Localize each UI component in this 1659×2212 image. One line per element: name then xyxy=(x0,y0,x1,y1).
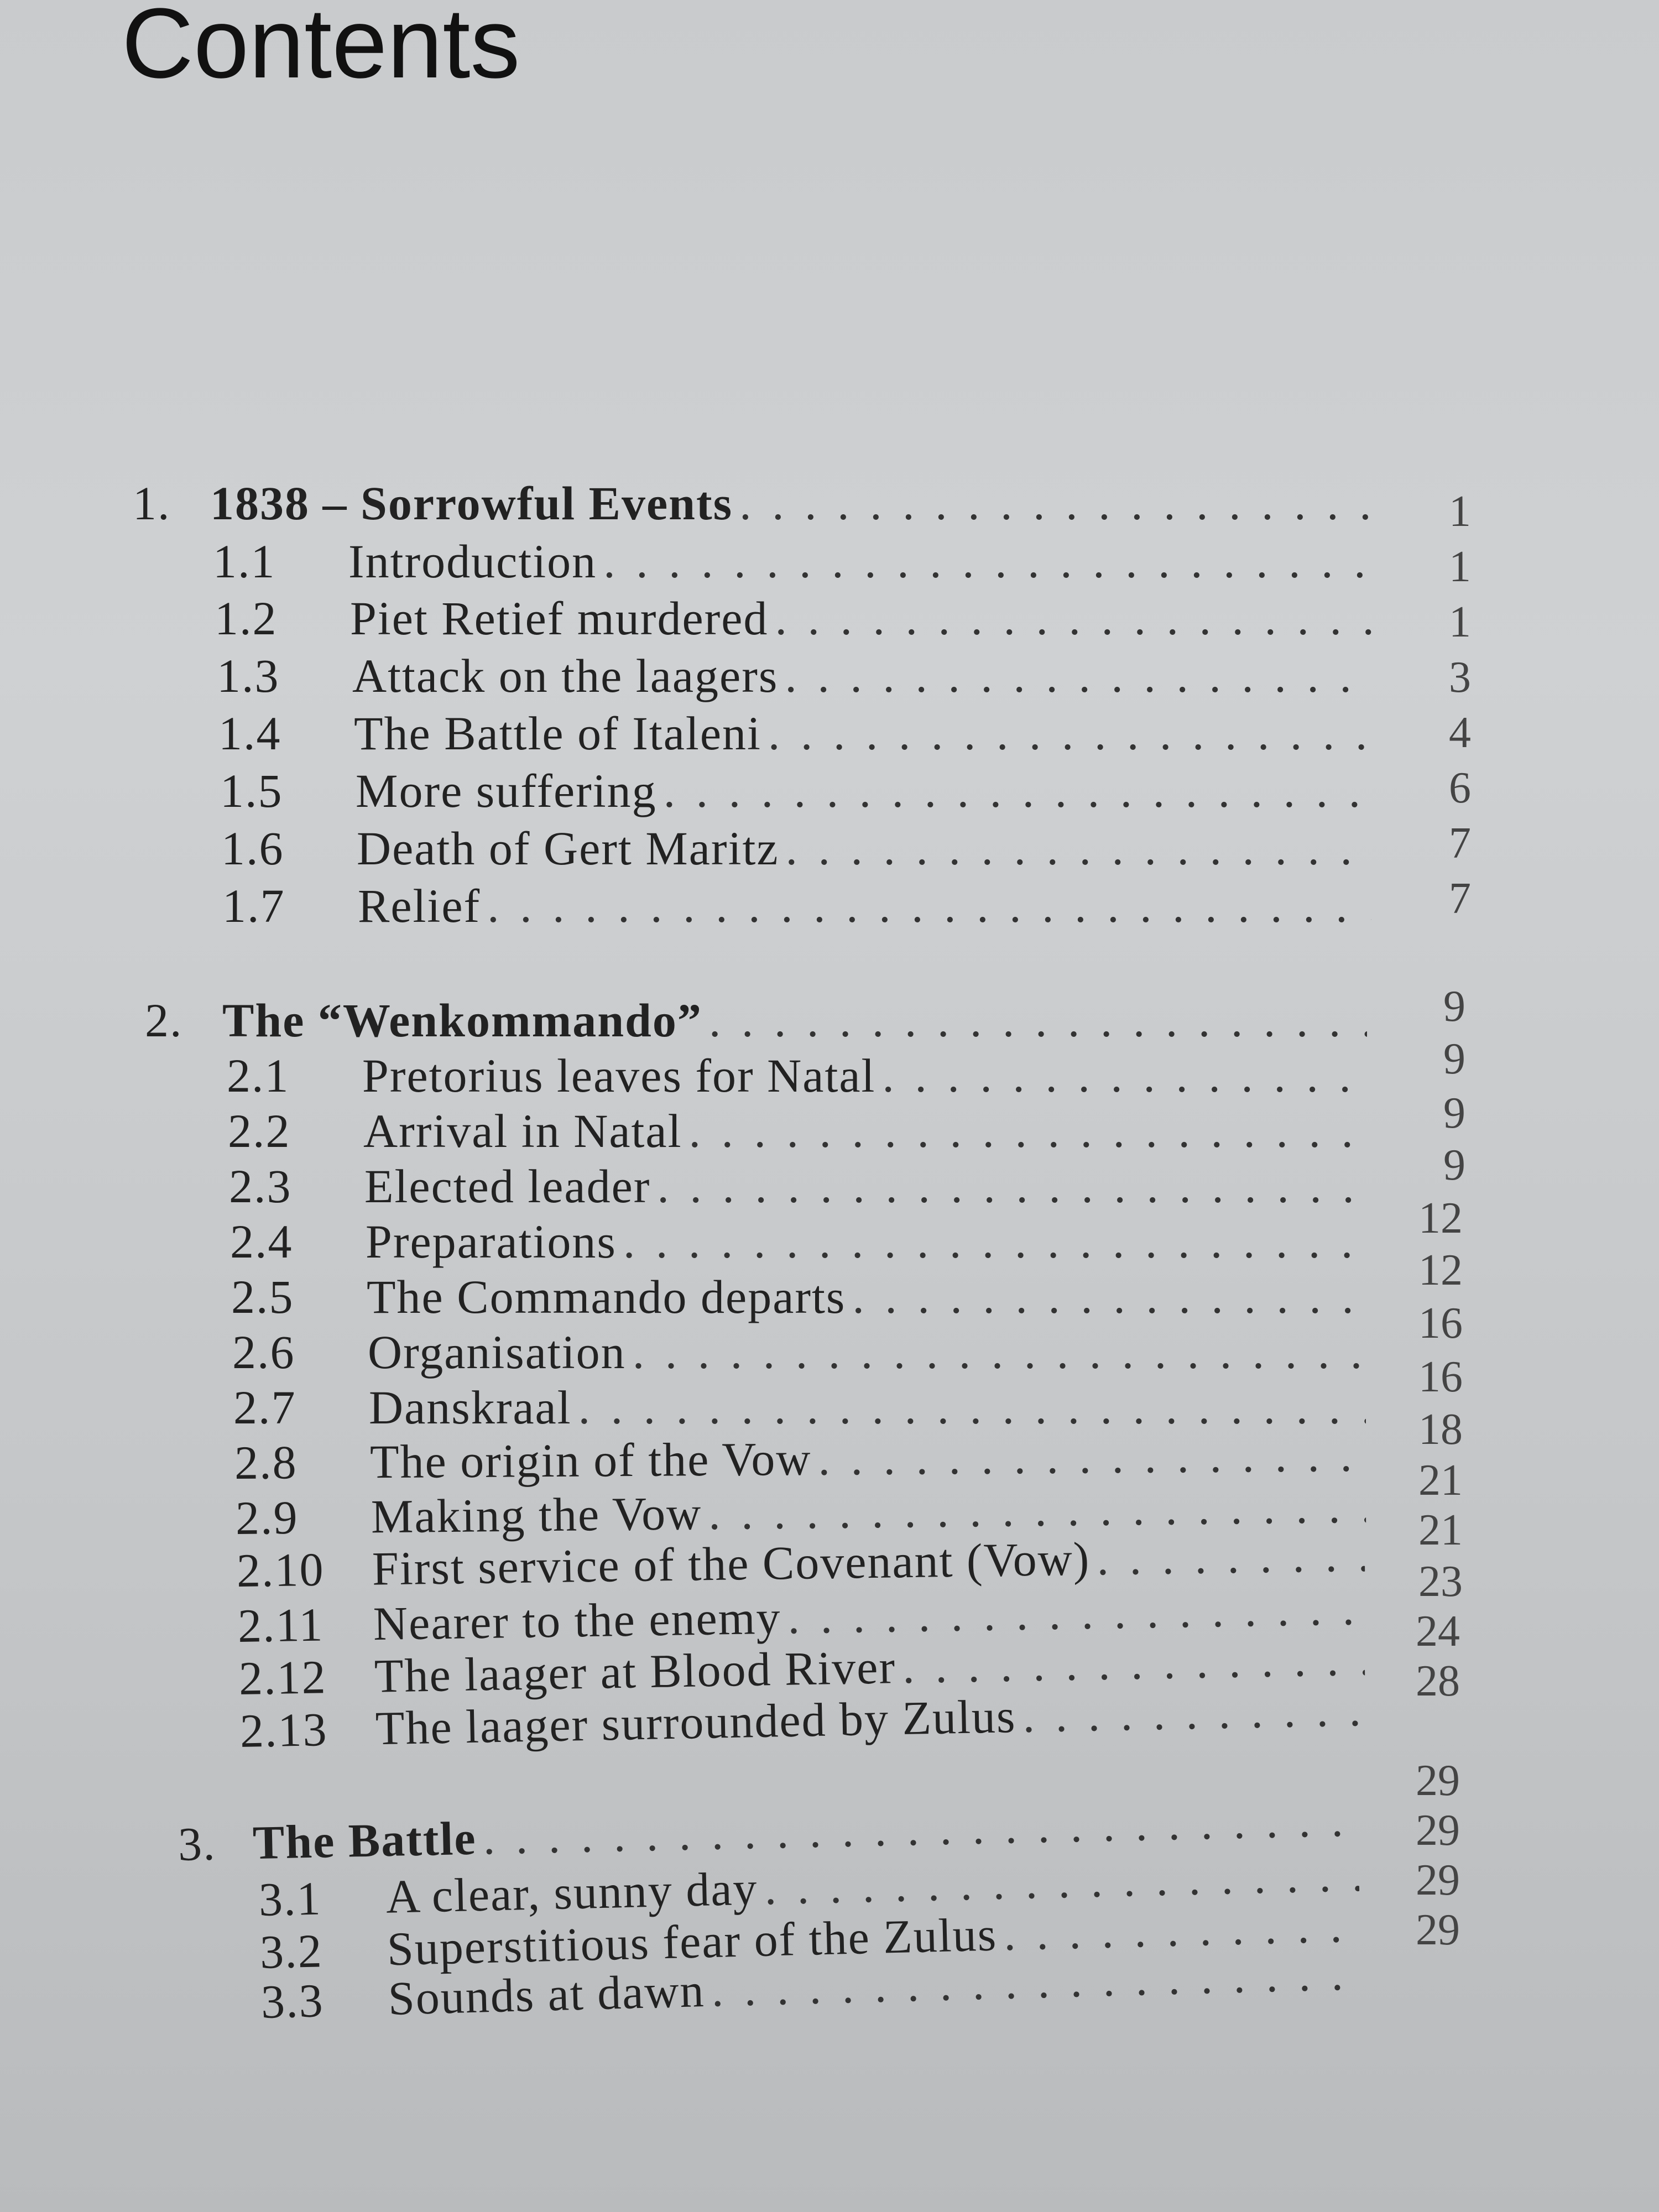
dot-leader xyxy=(633,1324,1366,1380)
dot-leader xyxy=(786,821,1371,876)
section-number: 1.5 xyxy=(220,764,283,817)
section-title: First service of the Covenant (Vow) xyxy=(372,1532,1091,1595)
section-number: 2.9 xyxy=(235,1490,299,1545)
section-title: The laager surrounded by Zulus xyxy=(375,1689,1017,1755)
section-page-number: 12 xyxy=(1418,1194,1463,1243)
section-page-number: 21 xyxy=(1418,1456,1463,1505)
section-number: 1.4 xyxy=(218,707,281,760)
section-number: 2.3 xyxy=(229,1160,292,1213)
section-number: 2.1 xyxy=(227,1049,290,1102)
section-page-number: 28 xyxy=(1416,1657,1460,1705)
section-number: 2.8 xyxy=(234,1436,298,1489)
section-title: The Commando departs xyxy=(367,1270,846,1323)
dot-leader xyxy=(775,591,1371,646)
dot-leader xyxy=(487,878,1371,933)
toc-section-2-4 xyxy=(230,1214,1366,1269)
toc-section-1-4 xyxy=(218,706,1371,761)
section-page-number: 24 xyxy=(1416,1607,1460,1656)
dot-leader xyxy=(852,1269,1366,1324)
section-page-number: 12 xyxy=(1418,1246,1463,1295)
toc-section-2-1 xyxy=(227,1048,1366,1103)
section-title: The origin of the Vow xyxy=(369,1432,812,1489)
dot-leader xyxy=(768,706,1371,761)
section-title: Piet Retief murdered xyxy=(350,592,769,645)
section-number: 2.10 xyxy=(236,1542,325,1597)
toc-section-2-6 xyxy=(232,1324,1366,1380)
section-title: Organisation xyxy=(368,1326,626,1379)
section-title: The Battle of Italeni xyxy=(354,707,761,760)
section-page-number: 1 xyxy=(1449,542,1471,591)
dot-leader xyxy=(578,1380,1366,1435)
toc-chapter-2 xyxy=(145,993,1367,1048)
section-number: 1.3 xyxy=(217,649,280,702)
section-title: Introduction xyxy=(348,535,597,588)
section-page-number: 4 xyxy=(1449,708,1471,757)
section-number: 2.13 xyxy=(239,1702,328,1757)
dot-leader xyxy=(882,1048,1366,1103)
dot-leader xyxy=(664,763,1371,818)
section-page-number: 29 xyxy=(1416,1856,1460,1905)
section-title: Danskraal xyxy=(369,1381,572,1434)
dot-leader xyxy=(709,993,1367,1048)
section-page-number: 16 xyxy=(1418,1353,1463,1401)
section-title: A clear, sunny day xyxy=(385,1861,759,1923)
section-number: 2.11 xyxy=(237,1598,325,1652)
section-number: 3.3 xyxy=(260,1974,325,2028)
dot-leader xyxy=(603,534,1371,589)
chapter-page-number: 9 xyxy=(1443,982,1465,1031)
section-title: Preparations xyxy=(366,1215,617,1268)
chapter-page-number: 29 xyxy=(1416,1756,1460,1805)
section-number: 2.6 xyxy=(232,1326,295,1379)
toc-section-2-2 xyxy=(228,1103,1366,1159)
section-page-number: 9 xyxy=(1443,1035,1465,1083)
section-title: Superstitious fear of the Zulus xyxy=(386,1907,998,1976)
dot-leader xyxy=(623,1214,1366,1269)
dot-leader xyxy=(688,1103,1366,1159)
section-title: Arrival in Natal xyxy=(363,1104,682,1157)
section-page-number: 9 xyxy=(1443,1141,1465,1190)
toc-section-1-2 xyxy=(215,591,1371,646)
dot-leader xyxy=(1022,1682,1365,1744)
toc-section-2-5 xyxy=(231,1269,1366,1324)
section-page-number: 18 xyxy=(1418,1405,1463,1454)
page-title: Contents xyxy=(122,0,520,99)
toc-section-2-3 xyxy=(229,1159,1366,1214)
section-page-number: 3 xyxy=(1449,653,1471,702)
section-number: 2.5 xyxy=(231,1270,294,1323)
section-page-number: 6 xyxy=(1449,764,1471,812)
chapter-page-number: 1 xyxy=(1449,487,1471,536)
section-page-number: 7 xyxy=(1449,819,1471,868)
dot-leader xyxy=(739,476,1371,531)
toc-section-1-3 xyxy=(217,648,1371,703)
chapter-number: 2. xyxy=(145,994,183,1047)
section-number: 2.7 xyxy=(233,1381,296,1434)
section-page-number: 1 xyxy=(1449,598,1471,646)
section-number: 3.2 xyxy=(259,1924,324,1979)
section-number: 2.2 xyxy=(228,1104,291,1157)
section-number: 1.7 xyxy=(222,879,285,932)
chapter-title: The Battle xyxy=(252,1811,477,1870)
chapter-title: 1838 – Sorrowful Events xyxy=(210,477,733,530)
section-title: Elected leader xyxy=(364,1160,651,1213)
section-title: Making the Vow xyxy=(371,1486,702,1543)
section-page-number: 29 xyxy=(1416,1906,1460,1954)
section-page-number: 21 xyxy=(1418,1506,1463,1554)
section-title: Sounds at dawn xyxy=(387,1964,706,2025)
chapter-number: 1. xyxy=(133,477,171,530)
dot-leader xyxy=(657,1159,1366,1214)
section-number: 1.2 xyxy=(215,592,278,645)
section-title: Pretorius leaves for Natal xyxy=(362,1049,876,1102)
dot-leader xyxy=(818,1427,1366,1486)
section-title: The laager at Blood River xyxy=(374,1640,896,1703)
dot-leader xyxy=(1097,1527,1365,1587)
section-title: Attack on the laagers xyxy=(352,649,779,702)
section-page-number: 29 xyxy=(1416,1806,1460,1855)
section-number: 3.1 xyxy=(258,1871,322,1926)
toc-section-1-7 xyxy=(222,878,1371,933)
section-number: 1.1 xyxy=(213,535,276,588)
section-number: 2.12 xyxy=(238,1650,327,1705)
section-page-number: 7 xyxy=(1449,874,1471,923)
toc-section-1-6 xyxy=(221,821,1371,876)
toc-chapter-1 xyxy=(133,476,1371,531)
toc-section-2-7 xyxy=(233,1380,1366,1435)
section-page-number: 23 xyxy=(1418,1557,1463,1606)
section-title: More suffering xyxy=(356,764,657,817)
section-page-number: 16 xyxy=(1418,1299,1463,1348)
dot-leader xyxy=(785,648,1371,703)
chapter-number: 3. xyxy=(177,1817,217,1871)
section-number: 2.4 xyxy=(230,1215,293,1268)
toc-section-1-5 xyxy=(220,763,1371,818)
section-title: Nearer to the enemy xyxy=(373,1590,782,1651)
section-title: Death of Gert Maritz xyxy=(357,822,779,875)
chapter-title: The “Wenkommando” xyxy=(222,994,702,1047)
section-page-number: 9 xyxy=(1443,1089,1465,1138)
section-title: Relief xyxy=(358,879,481,932)
toc-section-1-1 xyxy=(213,534,1371,589)
section-number: 1.6 xyxy=(221,822,284,875)
